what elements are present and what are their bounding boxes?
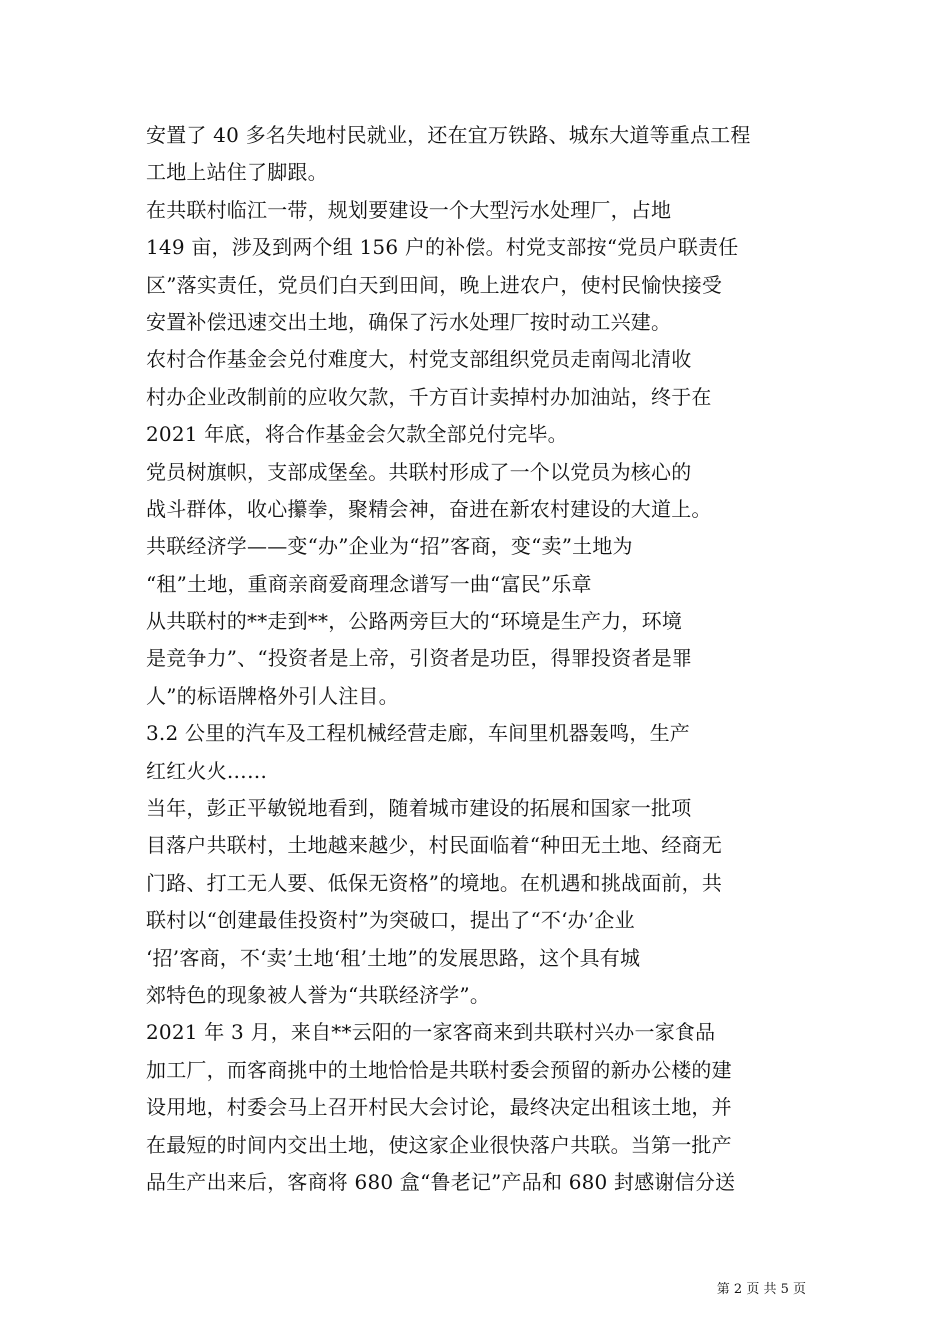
text-line: 是竞争力”、“投资者是上帝，引资者是功臣，得罪投资者是罪 xyxy=(146,646,693,671)
document-body xyxy=(146,117,806,1201)
text-line: 安置了 40 多名失地村民就业，还在宜万铁路、城东大道等重点工程 xyxy=(146,123,751,147)
text-line: 农村合作基金会兑付难度大，村党支部组织党员走南闯北清收 xyxy=(146,347,692,372)
text-line: 战斗群体，收心攥拳，聚精会神，奋进在新农村建设的大道上。 xyxy=(146,496,712,521)
text-line: 红红火火…… xyxy=(146,758,268,783)
text-line: 党员树旗帜，支部成堡垒。共联村形成了一个以党员为核心的 xyxy=(146,459,692,484)
text-line: 工地上站住了脚跟。 xyxy=(146,160,328,185)
text-line: 从共联村的**走到**，公路两旁巨大的“环境是生产力，环境 xyxy=(146,609,683,634)
text-line: 设用地，村委会马上召开村民大会讨论，最终决定出租该土地，并 xyxy=(146,1095,732,1120)
text-line: 加工厂，而客商挑中的土地恰恰是共联村委会预留的新办公楼的建 xyxy=(146,1057,732,1082)
page-number-footer: 第 2 页 共 5 页 xyxy=(716,1282,806,1297)
text-line: 在共联村临江一带，规划要建设一个大型污水处理厂，占地 xyxy=(146,197,672,222)
text-line: 郊特色的现象被人誉为“共联经济学”。 xyxy=(146,982,491,1007)
text-line: ‘招’客商，不‘卖’土地‘租’土地”的发展思路，这个具有城 xyxy=(146,945,641,970)
text-line: 人”的标语牌格外引人注目。 xyxy=(146,683,399,708)
text-line: 在最短的时间内交出土地，使这家企业很快落户共联。当第一批产 xyxy=(146,1132,732,1157)
text-line: 3.2 公里的汽车及工程机械经营走廊，车间里机器轰鸣，生产 xyxy=(146,721,690,746)
text-line: 门路、打工无人要、低保无资格”的境地。在机遇和挑战面前，共 xyxy=(146,870,723,895)
text-line: 品生产出来后，客商将 680 盒“鲁老记”产品和 680 封感谢信分送 xyxy=(146,1169,736,1194)
section-heading-line: 共联经济学——变“办”企业为“招”客商，变“卖”土地为 xyxy=(146,534,633,559)
text-line: 149 亩，涉及到两个组 156 户的补偿。村党支部按“党员户联责任 xyxy=(146,235,739,260)
text-line: 村办企业改制前的应收欠款，千方百计卖掉村办加油站，终于在 xyxy=(146,384,712,409)
text-line: 当年，彭正平敏锐地看到，随着城市建设的拓展和国家一批项 xyxy=(146,796,692,821)
text-line: 2021 年 3 月，来自**云阳的一家客商来到共联村兴办一家食品 xyxy=(146,1020,716,1045)
text-line: 安置补偿迅速交出土地，确保了污水处理厂按时动工兴建。 xyxy=(146,309,672,334)
text-line: 2021 年底，将合作基金会欠款全部兑付完毕。 xyxy=(146,422,568,447)
text-line: 联村以“创建最佳投资村”为突破口，提出了“不‘办’企业 xyxy=(146,908,635,933)
text-line: 目落户共联村，土地越来越少，村民面临着“种田无土地、经商无 xyxy=(146,833,723,858)
text-line: 区”落实责任，党员们白天到田间，晚上进农户，使村民愉快接受 xyxy=(146,272,723,297)
section-heading-line: “租”土地，重商亲商爱商理念谱写一曲“富民”乐章 xyxy=(146,571,592,596)
